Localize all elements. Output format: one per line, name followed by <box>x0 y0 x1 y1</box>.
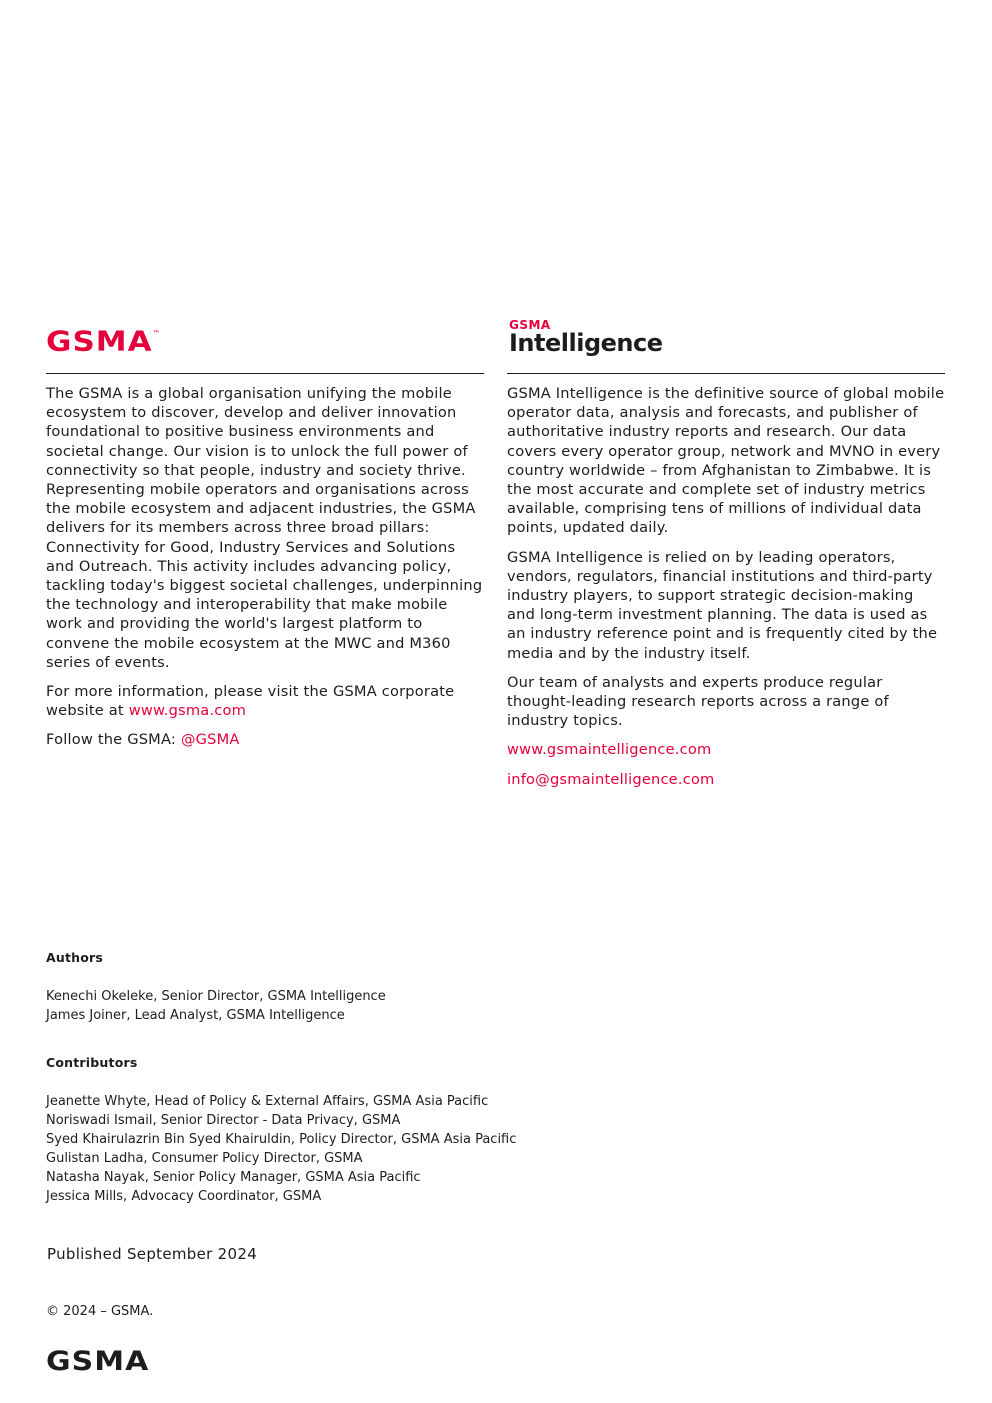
authors-heading: Authors <box>46 950 104 965</box>
gsma-description: The GSMA is a global organisation unifying the mobile ecosystem to discover, develop and deliver innovation foundational to positive business environments and societal change. Our vision is to unlock the full power of connectivity so that people, industry and society thrive. Representing mobile operators and organisations across the mobile ecosystem and adjacent industries, the GSMA delivers for its members across three broad pillars: Connectivity for Good, Industry Services and Solutions and Outreach. This activity includes advancing policy, tackling today's biggest societal challenges, underpinning the technology and interoperability that make mobile work and providing the world's largest platform to convene the mobile ecosystem at the MWC and M360 series of events. <box>46 385 483 671</box>
gsma-follow: Follow the GSMA: @GSMA <box>46 731 240 749</box>
gsma-intelligence-logo-area <box>507 318 945 373</box>
authors-list <box>46 987 646 1025</box>
author-item: Kenechi Okeleke, Senior Director, GSMA Intelligence <box>46 989 386 1004</box>
contributor-item: Natasha Nayak, Senior Policy Manager, GSMA Asia Pacific <box>46 1170 421 1185</box>
gsma-logo: GSMA™ <box>46 326 161 358</box>
gsma-more-info: For more information, please visit the GSMA corporate website at www.gsma.com <box>46 683 455 720</box>
contributor-item: Gulistan Ladha, Consumer Policy Director, GSMA <box>46 1151 363 1166</box>
contributors-heading: Contributors <box>46 1055 138 1070</box>
credits-section <box>46 950 646 1206</box>
gi-paragraph-1: GSMA Intelligence is the definitive source of global mobile operator data, analysis and forecasts, and publisher of authoritative industry reports and research. Our data covers every operator group, network and MVNO in every country worldwide – from Afghanistan to Zimbabwe. It is the most accurate and complete set of industry metrics available, comprising tens of millions of individual data points, updated daily. <box>507 385 945 537</box>
gi-paragraph-2: GSMA Intelligence is relied on by leading operators, vendors, regulators, financial institutions and third-party industry players, to support strategic decision-making and long-term investment planning. The data is used as an industry reference point and is frequently cited by the media and by the industry itself. <box>507 548 938 662</box>
contributors-block <box>46 1055 646 1206</box>
gsma-column <box>46 318 484 760</box>
gsma-intelligence-column <box>507 318 945 799</box>
gi-email-link[interactable]: info@gsmaintelligence.com <box>507 770 715 788</box>
gi-website-link[interactable]: www.gsmaintelligence.com <box>507 741 712 759</box>
copyright: © 2024 – GSMA. <box>46 1304 154 1319</box>
author-item: James Joiner, Lead Analyst, GSMA Intelligence <box>46 1008 345 1023</box>
authors-block <box>46 950 646 1025</box>
gsma-intelligence-logo: GSMA Intelligence <box>509 318 663 357</box>
gi-paragraph-3: Our team of analysts and experts produce regular thought-leading research reports across a range of industry topics. <box>507 673 889 730</box>
contributor-item: Jeanette Whyte, Head of Policy & External Affairs, GSMA Asia Pacific <box>46 1094 489 1109</box>
gsma-logo-area <box>46 318 484 373</box>
gsma-website-link[interactable]: www.gsma.com <box>128 702 247 720</box>
footer-gsma-logo: GSMA <box>46 1346 150 1377</box>
published-date: Published September 2024 <box>47 1245 258 1263</box>
gsma-divider <box>46 373 484 374</box>
contributor-item: Jessica Mills, Advocacy Coordinator, GSMA <box>46 1189 322 1204</box>
contributor-item: Noriswadi Ismail, Senior Director - Data Privacy, GSMA <box>46 1113 401 1128</box>
gsma-twitter-link[interactable]: @GSMA <box>180 731 240 749</box>
gsma-intelligence-divider <box>507 373 945 374</box>
contributors-list <box>46 1092 646 1206</box>
contributor-item: Syed Khairulazrin Bin Syed Khairuldin, Policy Director, GSMA Asia Pacific <box>46 1132 517 1147</box>
